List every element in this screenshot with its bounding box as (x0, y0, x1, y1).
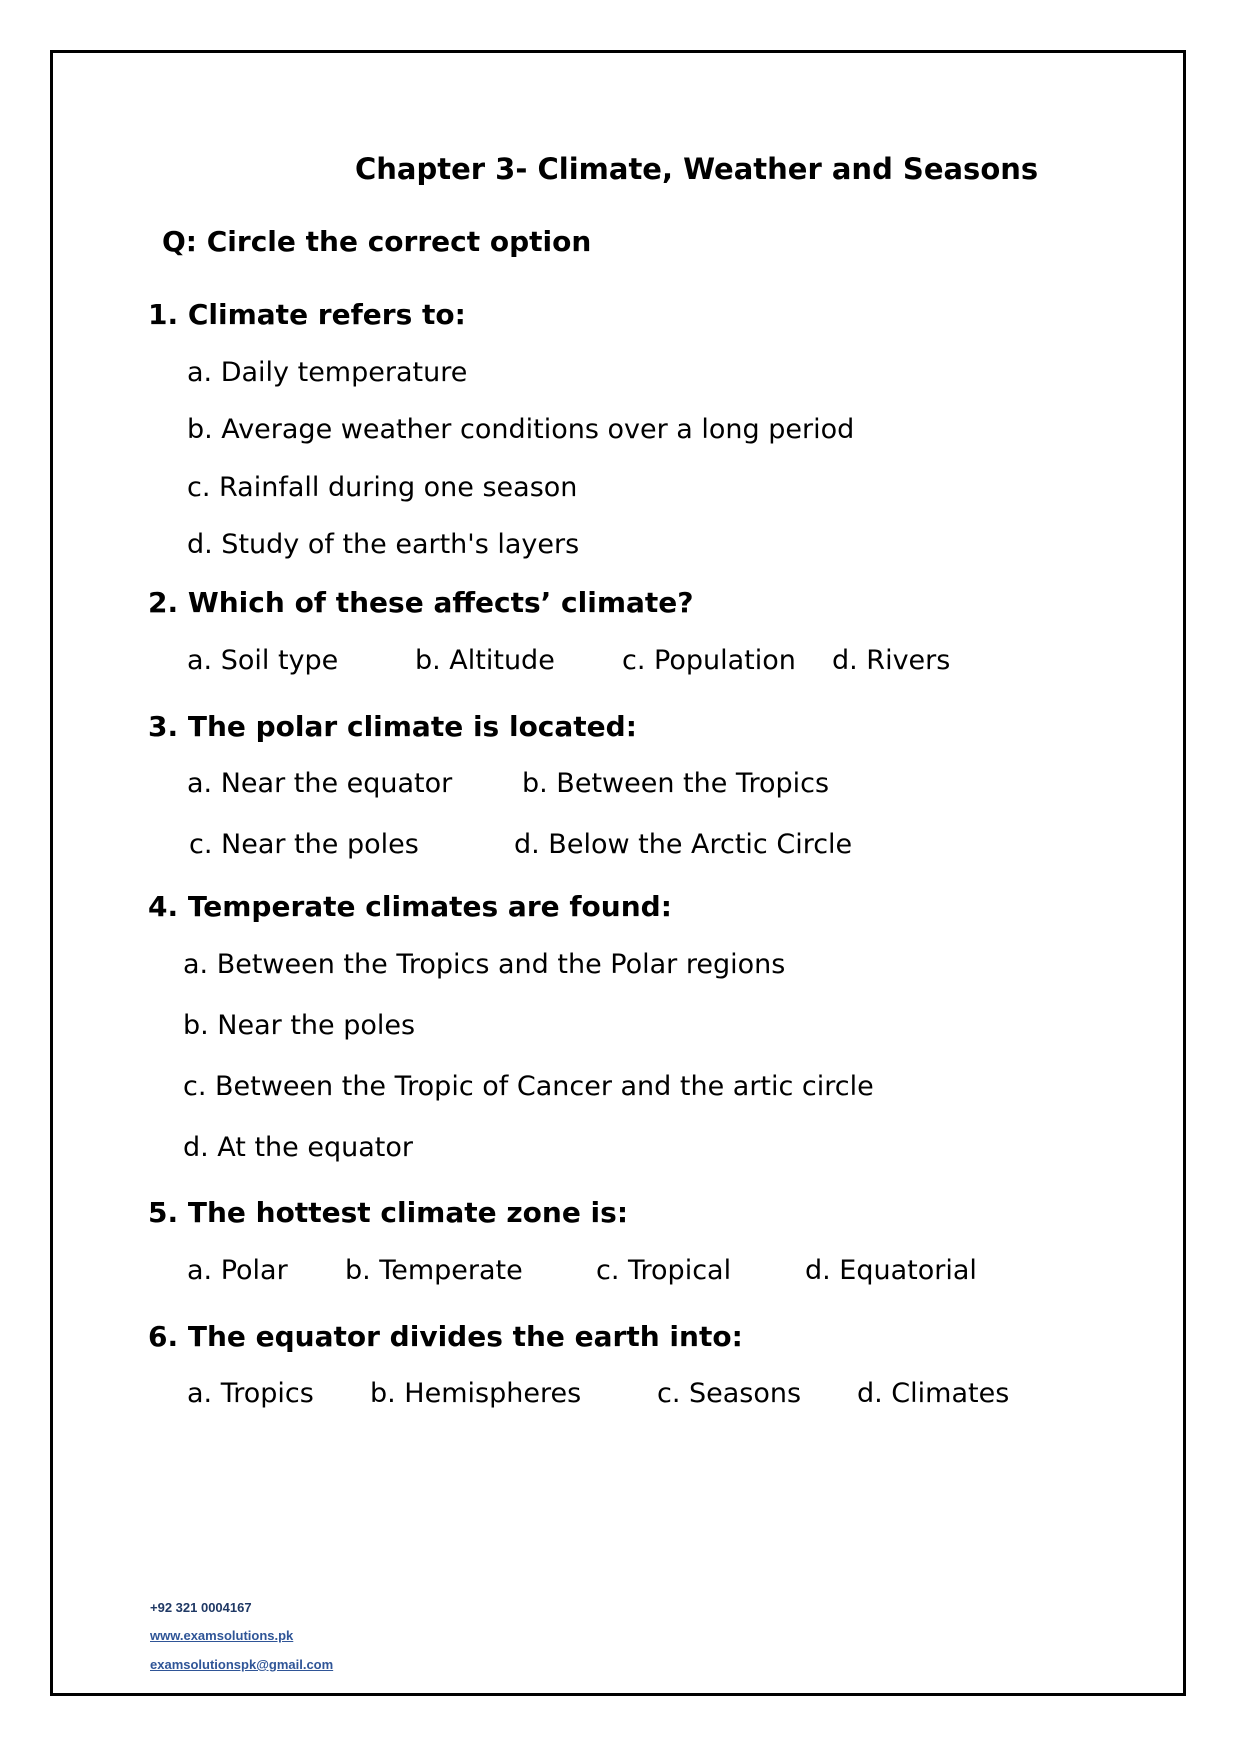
question-3: 3. The polar climate is located: (148, 710, 637, 743)
option-2b[interactable]: b. Altitude (415, 645, 555, 676)
option-2a[interactable]: a. Soil type (187, 645, 339, 676)
option-5b[interactable]: b. Temperate (345, 1255, 523, 1286)
option-3b[interactable]: b. Between the Tropics (522, 768, 830, 799)
option-4a[interactable]: a. Between the Tropics and the Polar regions (183, 949, 786, 980)
option-6c[interactable]: c. Seasons (657, 1378, 802, 1409)
option-4b[interactable]: b. Near the poles (183, 1010, 416, 1041)
option-1d[interactable]: d. Study of the earth's layers (187, 529, 580, 560)
option-1a[interactable]: a. Daily temperature (187, 357, 468, 388)
page-border (50, 50, 1186, 1696)
option-6b[interactable]: b. Hemispheres (370, 1378, 582, 1409)
option-2c[interactable]: c. Population (622, 645, 796, 676)
option-3d[interactable]: d. Below the Arctic Circle (514, 829, 853, 860)
option-3c[interactable]: c. Near the poles (189, 829, 419, 860)
question-1: 1. Climate refers to: (148, 298, 466, 331)
page-title: Chapter 3- Climate, Weather and Seasons (355, 152, 1039, 186)
question-2: 2. Which of these affects’ climate? (148, 586, 694, 619)
option-3a[interactable]: a. Near the equator (187, 768, 453, 799)
footer-phone: +92 321 0004167 (150, 1600, 252, 1615)
option-1c[interactable]: c. Rainfall during one season (187, 472, 578, 503)
option-4c[interactable]: c. Between the Tropic of Cancer and the artic circle (183, 1071, 874, 1102)
question-6: 6. The equator divides the earth into: (148, 1320, 743, 1353)
option-5c[interactable]: c. Tropical (596, 1255, 732, 1286)
footer-website-link[interactable]: www.examsolutions.pk (150, 1628, 294, 1643)
option-6d[interactable]: d. Climates (857, 1378, 1010, 1409)
option-6a[interactable]: a. Tropics (187, 1378, 314, 1409)
option-2d[interactable]: d. Rivers (832, 645, 951, 676)
question-4: 4. Temperate climates are found: (148, 890, 672, 923)
footer-email-link[interactable]: examsolutionspk@gmail.com (150, 1657, 334, 1672)
instruction: Q: Circle the correct option (162, 225, 592, 258)
option-5a[interactable]: a. Polar (187, 1255, 288, 1286)
option-5d[interactable]: d. Equatorial (805, 1255, 977, 1286)
question-5: 5. The hottest climate zone is: (148, 1196, 629, 1229)
option-1b[interactable]: b. Average weather conditions over a long period (187, 414, 855, 445)
option-4d[interactable]: d. At the equator (183, 1132, 413, 1163)
